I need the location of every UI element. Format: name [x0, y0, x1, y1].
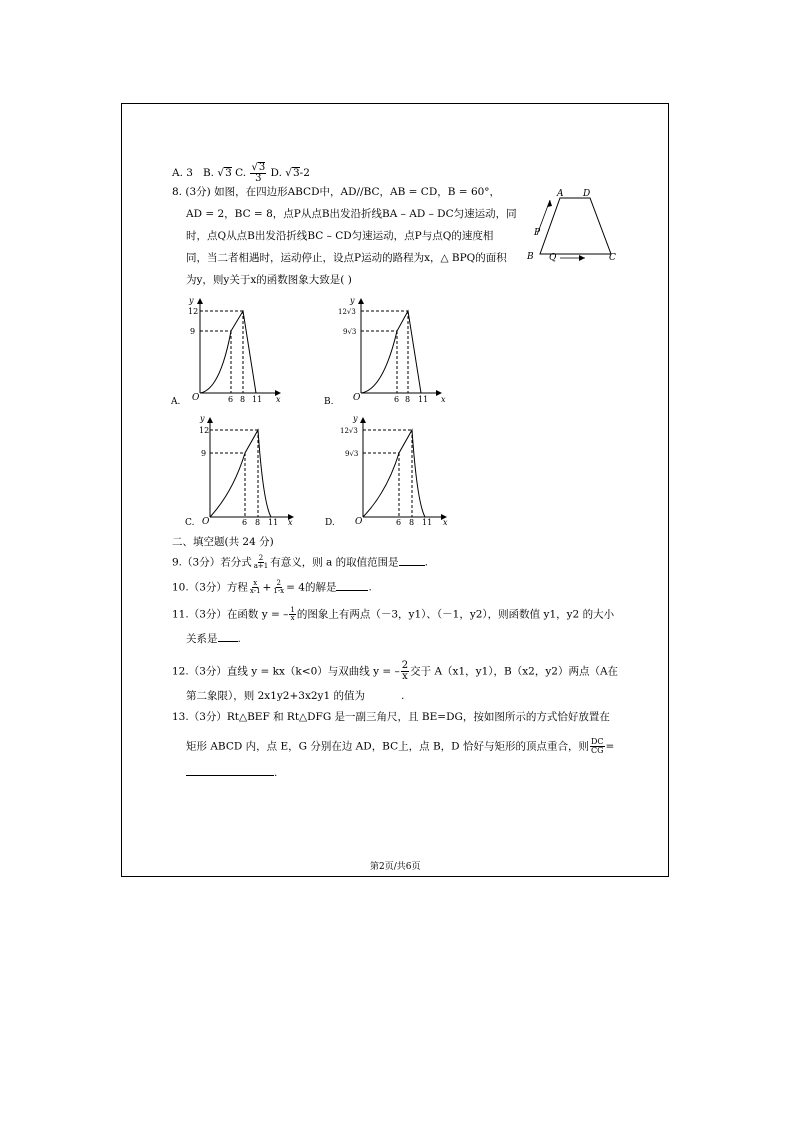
svg-text:11: 11 — [268, 518, 279, 527]
q9: 9.（3分）若分式 $\frac{2}{a+1}$ 有意义，则 a 的取值范围是 . — [172, 554, 428, 570]
q8-trapezoid-figure — [520, 185, 620, 265]
label-Q: Q — [549, 253, 557, 263]
svg-text:12√3: 12√3 — [338, 308, 356, 316]
svg-text:12: 12 — [188, 307, 199, 316]
q13-line3: . — [186, 768, 277, 779]
q7-option-d: D. — [270, 167, 286, 179]
q8-line5: 为y，则y关于x的函数图象大致是( ) — [186, 274, 352, 286]
q12-line2: 第二象限），则 2x1y2+3x2y1 的值为 . — [186, 690, 405, 702]
svg-text:O: O — [353, 393, 361, 403]
q7-option-b: B. — [202, 167, 218, 179]
svg-text:11: 11 — [422, 518, 433, 527]
svg-text:8: 8 — [405, 395, 411, 404]
q12-line1: 12.（3分）直线 y = kx（k<0）与双曲线 y = – $\frac{2}{x}$ 交于 A（x1，y1），B（x2，y2）两点（A在 — [172, 660, 619, 682]
svg-text:y: y — [189, 296, 194, 305]
q7-options: A. 3 B. √3 C. $\frac{√3}{3}$ D. √3-2 — [172, 162, 310, 184]
svg-text:9√3: 9√3 — [343, 328, 357, 336]
q11-line2: 关系是 . — [186, 633, 241, 645]
svg-text:O: O — [355, 517, 363, 527]
svg-text:9: 9 — [201, 449, 207, 458]
q10: 10.（3分）方程 $\frac{x}{x-1}$ + $\frac{2}{1-x}$ = 4的解是 . — [172, 579, 372, 595]
label-P: P — [534, 228, 541, 238]
q7-option-a: A. 3 — [172, 167, 193, 179]
svg-text:8: 8 — [240, 395, 246, 404]
svg-text:D.: D. — [325, 518, 335, 528]
section2-title: 二、填空题(共 24 分) — [172, 536, 274, 548]
q8-line1: 8. (3分) 如图，在四边形ABCD中，AD//BC，AB = CD，B = 60°， — [172, 186, 501, 198]
svg-text:y: y — [200, 414, 205, 423]
svg-text:O: O — [202, 517, 210, 527]
label-B: B — [527, 252, 534, 262]
svg-text:12: 12 — [199, 426, 210, 435]
svg-text:y: y — [353, 414, 358, 423]
svg-text:9√3: 9√3 — [345, 450, 359, 458]
label-A: A — [557, 189, 564, 199]
svg-text:6: 6 — [394, 395, 400, 404]
svg-text:y: y — [350, 296, 355, 305]
svg-text:C.: C. — [185, 518, 195, 528]
svg-text:x: x — [276, 395, 281, 404]
q7-option-c: C. — [235, 167, 250, 179]
svg-text:B.: B. — [324, 397, 334, 407]
svg-text:6: 6 — [396, 518, 402, 527]
svg-text:8: 8 — [409, 518, 415, 527]
graph-b — [321, 292, 451, 408]
svg-text:12√3: 12√3 — [340, 427, 358, 435]
graph-a — [168, 292, 293, 408]
graph-c — [183, 412, 308, 528]
svg-text:A.: A. — [171, 397, 181, 407]
q13-line1: 13.（3分）Rt△BEF 和 Rt△DFG 是一副三角尺，且 BE=DG，按如图所示的方式恰好放置在 — [172, 711, 610, 723]
q8-line2: AD = 2，BC = 8，点P从点B出发沿折线BA – AD – DC匀速运动，同 — [186, 208, 517, 220]
q7-option-c-frac: $\frac{√3}{3}$ — [251, 162, 266, 184]
svg-text:11: 11 — [418, 395, 429, 404]
svg-text:11: 11 — [252, 395, 263, 404]
q13-line2: 矩形 ABCD 内，点 E，G 分别在边 AD，BC上，点 B，D 恰好与矩形的顶点重合，则 $\frac{DC}{CG}$ = — [186, 737, 615, 755]
svg-text:x: x — [288, 518, 293, 527]
svg-text:x: x — [441, 395, 446, 404]
q11-line1: 11.（3分）在函数 y = – $\frac{1}{x}$ 的图象上有两点（－3，y1）、（－1，y2），则函数值 y1，y2 的大小 — [172, 606, 615, 622]
svg-text:O: O — [192, 393, 200, 403]
svg-text:6: 6 — [228, 395, 234, 404]
q8-line4: 同，当二者相遇时，运动停止，设点P运动的路程为x，△ BPQ的面积 — [186, 252, 507, 264]
graph-d — [321, 412, 456, 528]
svg-text:9: 9 — [190, 327, 196, 336]
q8-line3: 时，点Q从点B出发沿折线BC – CD匀速运动，点P与点Q的速度相 — [186, 230, 494, 242]
svg-text:6: 6 — [242, 518, 248, 527]
svg-text:x: x — [443, 518, 448, 527]
label-D: D — [583, 189, 591, 199]
svg-text:8: 8 — [255, 518, 261, 527]
page-footer: 第2页/共6页 — [370, 862, 421, 872]
label-C: C — [609, 253, 616, 263]
